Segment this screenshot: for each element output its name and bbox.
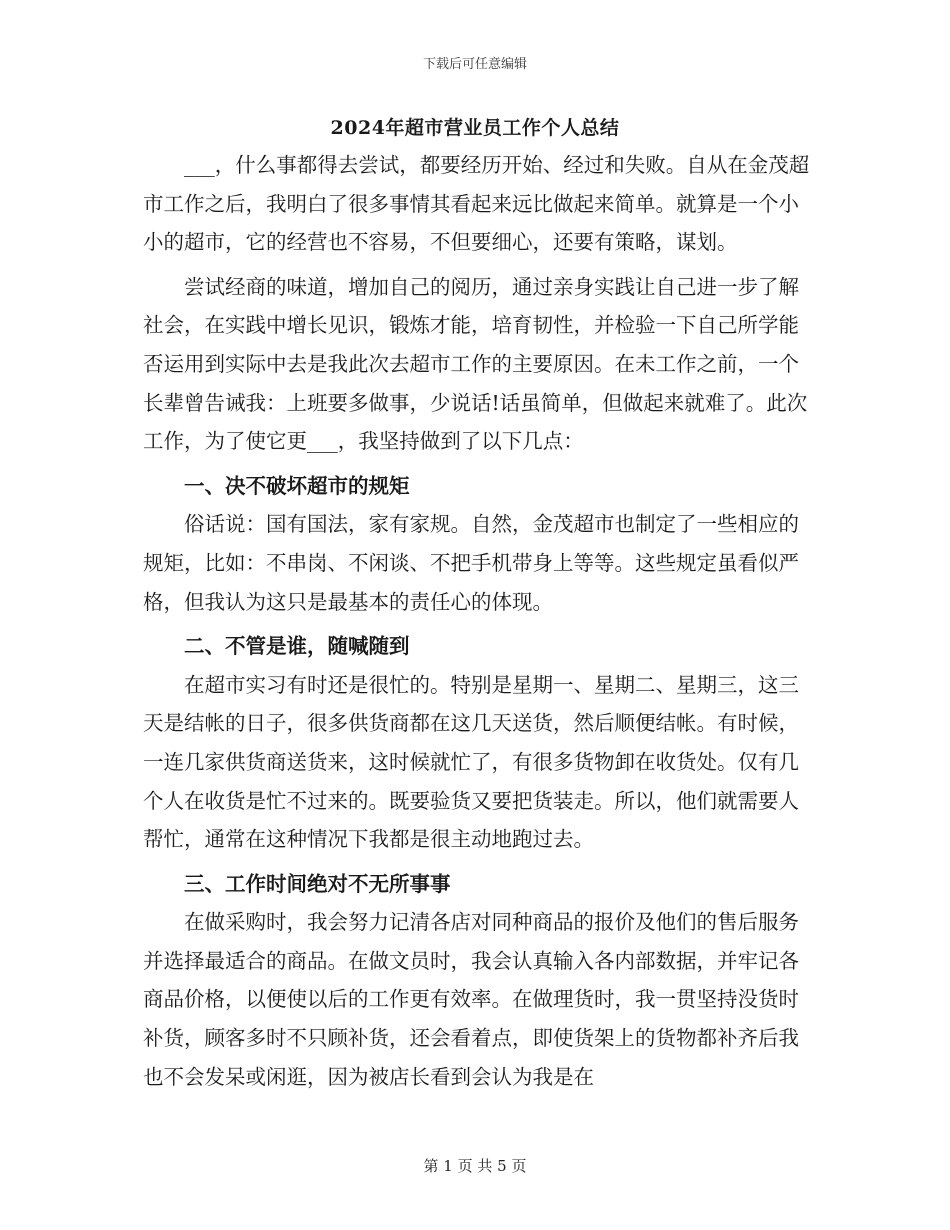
paragraph-section-1: 俗话说：国有国法，家有家规。自然，金茂超市也制定了一些相应的规矩，比如：不串岗、不闲谈、不把手机带身上等等。这些规定虽看似严格，但我认为这只是最基本的责任心的体现。 [143,512,799,614]
paragraph-section-3: 在做采购时，我会努力记清各店对同种商品的报价及他们的售后服务并选择最适合的商品。在做文员时，我会认真输入各内部数据，并牢记各商品价格，以便使以后的工作更有效率。在做理货时，我一贯坚持没货时补货，顾客多时不只顾补货，还会看着点，即使货架上的货物都补齐后我也不会发呆或闲逛，因为被店长看到会认为我是在 [143,910,799,1089]
section-heading-2: 二、不管是谁，随喊随到 [184,634,410,659]
section-heading-1: 一、决不破坏超市的规矩 [184,473,410,498]
paragraph-section-2: 在超市实习有时还是很忙的。特别是星期一、星期二、星期三，这三天是结帐的日子，很多供货商都在这几天送货，然后顺便结帐。有时候，一连几家供货商送货来，这时候就忙了，有很多货物卸在收货处。仅有几个人在收货是忙不过来的。既要验货又要把货装走。所以，他们就需要人帮忙，通常在这种情况下我都是很主动地跑过去。 [143,672,799,852]
header-note: 下载后可任意编辑 [422,57,527,72]
paragraph-intro: ___，什么事都得去尝试，都要经历开始、经过和失败。自从在金茂超市工作之后，我明白了很多事情其看起来远比做起来简单。就算是一个小小的超市，它的经营也不容易，不但要细心，还要有策略，谋划。 [143,153,810,255]
section-heading-3: 三、工作时间绝对不无所事事 [184,871,451,896]
document-body [143,146,810,1096]
page-number: 第 1 页 共 5 页 [423,1157,527,1175]
paragraph-purpose: 尝试经商的味道，增加自己的阅历，通过亲身实践让自己进一步了解社会，在实践中增长见识，锻炼才能，培育韧性，并检验一下自己所学能否运用到实际中去是我此次去超市工作的主要原因。在未工作之前，一个长辈曾告诫我：上班要多做事，少说话!话虽简单，但做起来就难了。此次工作，为了使它更___，我坚持做到了以下几点： [143,274,808,454]
document-title: 2024年超市营业员工作个人总结 [330,117,620,139]
